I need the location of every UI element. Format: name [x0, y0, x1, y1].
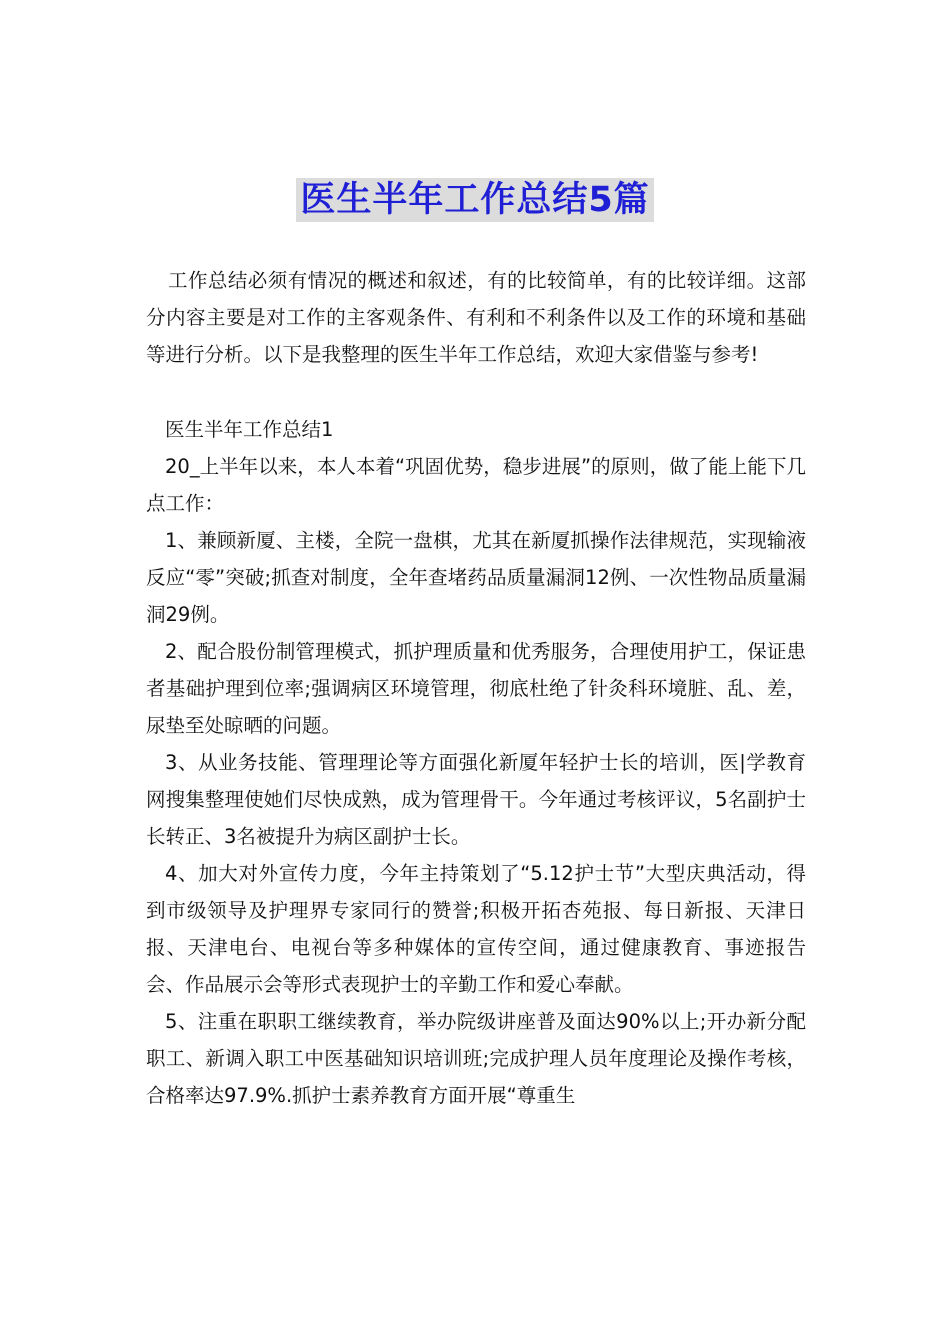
document-body [146, 262, 806, 1114]
body-paragraph: 3、从业务技能、管理理论等方面强化新厦年轻护士长的培训，医|学教育网搜集整理使她们尽快成熟，成为管理骨干。今年通过考核评议，5名副护士长转正、3名被提升为病区副护士长。 [146, 751, 806, 848]
body-paragraph: 4、加大对外宣传力度，今年主持策划了“5.12护士节”大型庆典活动，得到市级领导及护理界专家同行的赞誉;积极开拓杏苑报、每日新报、天津日报、天津电台、电视台等多种媒体的宣传空间，通过健康教育、事迹报告会、作品展示会等形式表现护士的辛勤工作和爱心奉献。 [146, 862, 806, 996]
section-heading: 医生半年工作总结1 [165, 418, 334, 441]
document-title: 医生半年工作总结5篇 [296, 178, 653, 222]
body-paragraph: 5、注重在职职工继续教育，举办院级讲座普及面达90%以上;开办新分配职工、新调入职工中医基础知识培训班;完成护理人员年度理论及操作考核，合格率达97.9%.抓护士素养教育方面开展“尊重生 [146, 1010, 806, 1107]
title-block [0, 178, 950, 222]
intro-paragraph: 工作总结必须有情况的概述和叙述，有的比较简单，有的比较详细。这部分内容主要是对工作的主客观条件、有利和不利条件以及工作的环境和基础等进行分析。以下是我整理的医生半年工作总结，欢迎大家借鉴与参考! [146, 269, 806, 366]
paragraph-gap [146, 373, 806, 411]
body-paragraph: 20_上半年以来，本人本着“巩固优势，稳步进展”的原则，做了能上能下几点工作： [146, 455, 806, 515]
body-paragraph: 2、配合股份制管理模式，抓护理质量和优秀服务，合理使用护工，保证患者基础护理到位率;强调病区环境管理，彻底杜绝了针灸科环境脏、乱、差，尿垫至处晾晒的问题。 [146, 640, 806, 737]
body-paragraph: 1、兼顾新厦、主楼，全院一盘棋，尤其在新厦抓操作法律规范，实现输液反应“零”突破;抓查对制度，全年查堵药品质量漏洞12例、一次性物品质量漏洞29例。 [146, 529, 806, 626]
